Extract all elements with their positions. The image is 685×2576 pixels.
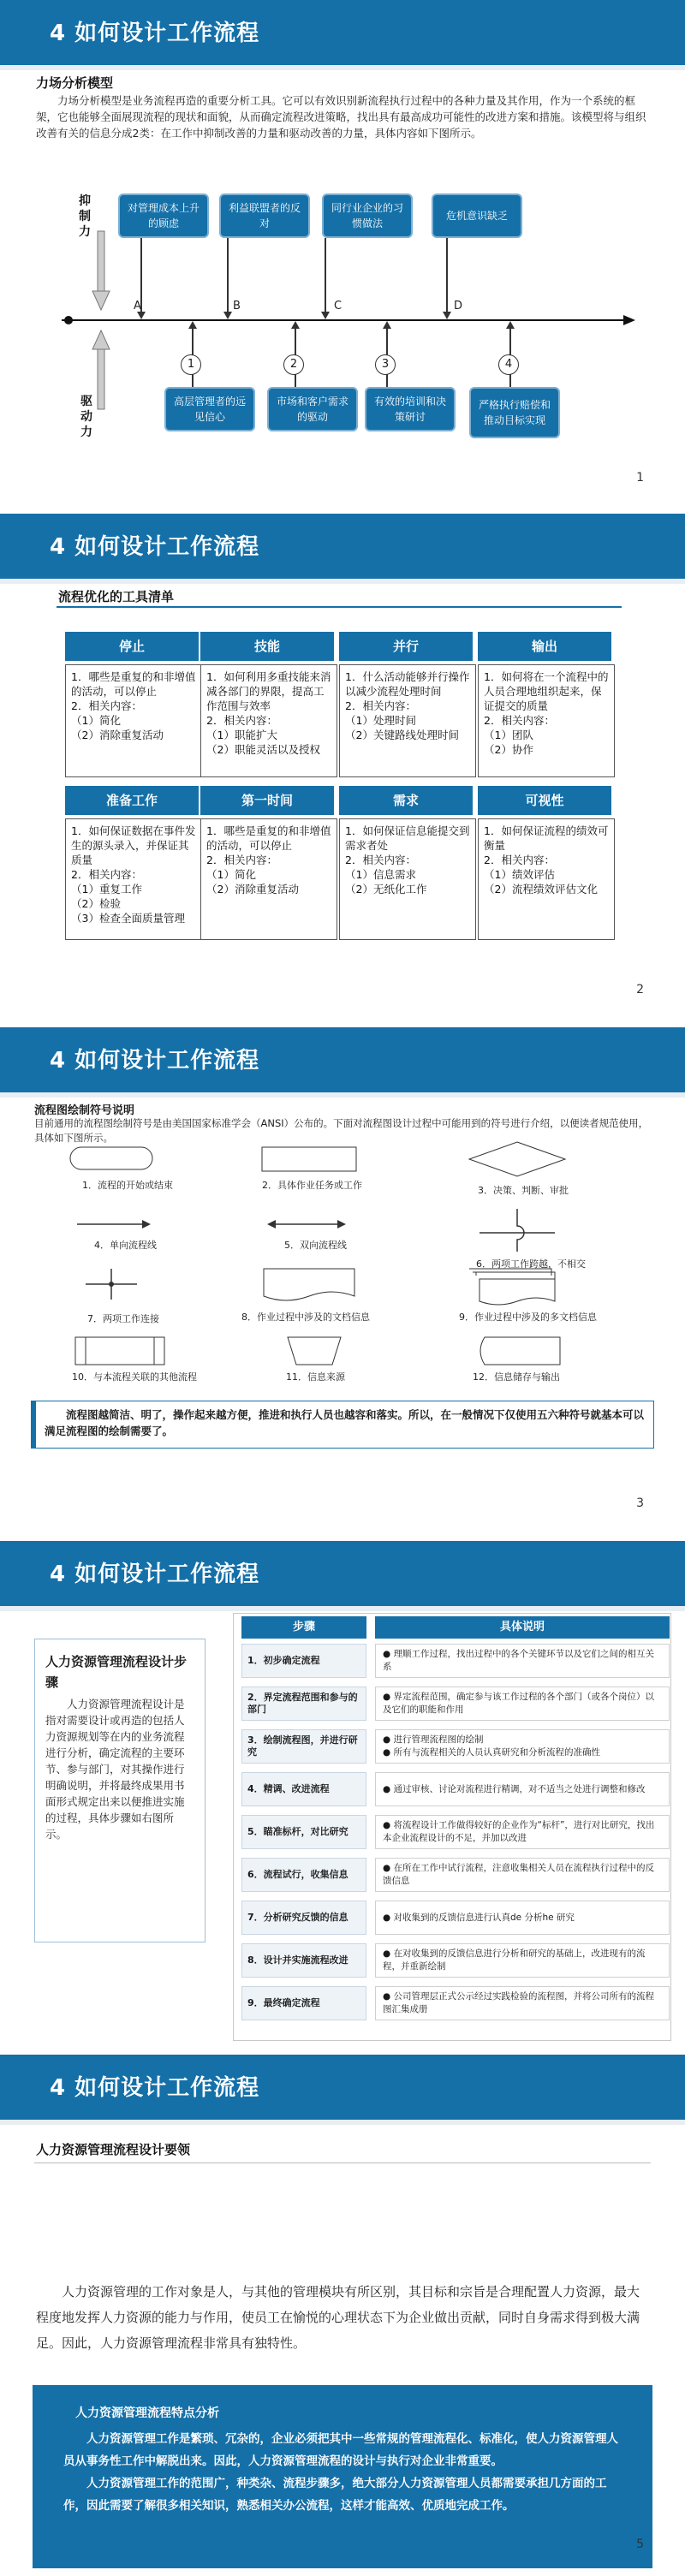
axis-letter: A — [134, 300, 141, 312]
restraining-force-label: 抑 制 力 — [79, 194, 91, 239]
step-name: 1．初步确定流程 — [241, 1644, 366, 1678]
slide-title: 4 如何设计工作流程 — [50, 1562, 260, 1587]
tool-head: 第一时间 — [200, 786, 334, 815]
symbol-label: 6．两项工作跨越，不相交 — [476, 1258, 586, 1270]
intro-card — [34, 1639, 206, 1942]
step-desc: ● 公司管理层正式公示经过实践检验的流程图，并将公司所有的流程图汇集成册 — [375, 1986, 670, 2020]
slide-banner — [0, 514, 685, 579]
feature-panel — [33, 2385, 652, 2568]
tool-head: 需求 — [339, 786, 473, 815]
tool-head: 并行 — [339, 632, 473, 661]
tool-body: 1．哪些是重复的和非增值的活动，可以停止 2．相关内容： （1）简化 （2）消除重复活动 — [200, 818, 337, 940]
number-circle: 2 — [283, 354, 304, 375]
slide-title: 4 如何设计工作流程 — [50, 534, 260, 560]
note-box — [31, 1401, 654, 1449]
number-circle: 3 — [375, 354, 396, 375]
axis-letter: B — [233, 300, 241, 312]
driving-force-label: 驱 动 力 — [80, 395, 92, 439]
symbol-label: 1．流程的开始或结束 — [82, 1180, 173, 1191]
page-number: 1 — [636, 471, 644, 485]
slide-title: 4 如何设计工作流程 — [50, 2075, 260, 2101]
card-title: 人力资源管理流程设计步骤 — [45, 1654, 188, 1690]
symbol-label: 10．与本流程关联的其他流程 — [72, 1371, 197, 1383]
restraining-force-box: 同行业企业的习惯做法 — [322, 193, 413, 238]
step-name: 4．精调、改进流程 — [241, 1772, 366, 1806]
section-title: 流程图绘制符号说明 — [34, 1104, 135, 1117]
step-name: 9．最终确定流程 — [241, 1986, 366, 2020]
step-desc: ● 界定流程范围，确定参与该工作过程的各个部门（或各个岗位）以及它们的职能和作用 — [375, 1687, 670, 1721]
page-number: 3 — [636, 1496, 644, 1510]
panel-paragraph: 人力资源管理工作是繁琐、冗杂的，企业必须把其中一些常规的管理流程化、标准化，使人力资源管理人员从事务性工作中解脱出来。因此，人力资源管理流程的设计与执行对企业非常重要。 — [63, 2432, 618, 2468]
flowchart-symbols — [0, 1027, 685, 1541]
column-header-step: 步骤 — [241, 1616, 366, 1639]
panel-title: 人力资源管理流程特点分析 — [75, 2406, 219, 2420]
section-title: 力场分析模型 — [36, 75, 114, 91]
slide-banner — [0, 1541, 685, 1606]
tool-body: 1．如何利用多重技能来消减各部门的界限，提高工作范围与效率 2．相关内容： （1）职能扩大 （2）职能灵活以及授权 — [200, 664, 337, 777]
slide-title: 4 如何设计工作流程 — [50, 21, 260, 46]
axis-letter: C — [334, 300, 342, 312]
slide-4 — [0, 1541, 685, 2055]
step-name: 2．界定流程范围和参与的部门 — [241, 1687, 366, 1721]
tool-body: 1．如何保证信息能提交到需求者处 2．相关内容： （1）信息需求 （2）无纸化工作 — [339, 818, 476, 940]
step-desc: ● 对收集到的反馈信息进行认真de 分析he 研究 — [375, 1901, 670, 1935]
card-text: 人力资源管理流程设计是指对需要设计或再造的包括人力资源规划等在内的业务流程进行分析，确定流程的主要环节、参与部门，对其操作进行明确说明，并将最终成果用书面形式规定出来以便推进实施的过程，具体步骤如右图所示。 — [45, 1698, 185, 1841]
tool-body: 1．如何将在一个流程中的人员合理地组织起来，保证提交的质量 2．相关内容： （1）团队 （2）协作 — [478, 664, 615, 777]
tool-head: 可视性 — [478, 786, 611, 815]
restraining-force-box: 利益联盟者的反对 — [219, 193, 310, 238]
slide-3 — [0, 1027, 685, 1542]
section-title: 流程优化的工具清单 — [58, 589, 175, 604]
column-header-desc: 具体说明 — [375, 1616, 670, 1639]
tool-head: 技能 — [200, 632, 334, 661]
tool-head: 停止 — [65, 632, 199, 661]
driving-force-box: 高层管理者的远见信心 — [164, 387, 255, 431]
panel-paragraph: 人力资源管理工作的范围广，种类杂、流程步骤多，绝大部分人力资源管理人员都需要承担几方面的工作，因此需要了解很多相关知识，熟悉相关办公流程，这样才能高效、优质地完成工作。 — [63, 2477, 607, 2513]
tool-body: 1．什么活动能够并行操作以减少流程处理时间 2．相关内容： （1）处理时间 （2）关键路线处理时间 — [339, 664, 476, 777]
symbol-label: 5．双向流程线 — [284, 1240, 347, 1251]
number-circle: 1 — [181, 354, 201, 375]
step-desc: ● 理顺工作过程，找出过程中的各个关键环节以及它们之间的相互关系 — [375, 1644, 670, 1678]
symbol-label: 2．具体作业任务或工作 — [262, 1180, 362, 1191]
section-paragraph: 人力资源管理的工作对象是人，与其他的管理模块有所区别，其目标和宗旨是合理配置人力资源，最大程度地发挥人力资源的能力与作用，使员工在愉悦的心理状态下为企业做出贡献，同时自身需求得到极大满足。因此，人力资源管理流程非常具有独特性。 — [36, 2284, 640, 2351]
step-desc: ● 进行管理流程图的绘制 ● 所有与流程相关的人员认真研究和分析流程的准确性 — [375, 1729, 670, 1764]
restraining-force-box: 对管理成本上升的顾虑 — [118, 193, 209, 238]
step-name: 5．瞄准标杆，对比研究 — [241, 1815, 366, 1849]
step-desc: ● 通过审核、讨论对流程进行精调，对不适当之处进行调整和修改 — [375, 1772, 670, 1806]
slide-title: 4 如何设计工作流程 — [50, 1048, 260, 1074]
symbol-label: 8．作业过程中涉及的文档信息 — [241, 1312, 370, 1323]
symbol-label: 12．信息储存与输出 — [473, 1371, 560, 1383]
note-text: 流程图越简洁、明了，操作起来越方便，推进和执行人员也越容和落实。所以，在一般情况下仅使用五六种符号就基本可以满足流程图的绘制需要了。 — [45, 1408, 645, 1437]
symbol-label: 4．单向流程线 — [94, 1240, 157, 1251]
step-name: 3．绘制流程图，并进行研究 — [241, 1729, 366, 1764]
symbol-label: 7．两项工作连接 — [87, 1313, 159, 1324]
axis-letter: D — [454, 300, 463, 312]
step-name: 6．流程试行，收集信息 — [241, 1858, 366, 1892]
driving-force-box: 有效的培训和决策研讨 — [365, 387, 456, 431]
page-number: 5 — [636, 2537, 644, 2551]
section-intro: 目前通用的流程图绘制符号是由美国国家标准学会（ANSI）公布的。下面对流程图设计过程中可能用到的符号进行介绍，以便读者规范使用，具体如下图所示。 — [34, 1117, 649, 1144]
slide-5 — [0, 2055, 685, 2576]
slide-2 — [0, 514, 685, 1028]
tool-head: 准备工作 — [65, 786, 199, 815]
driving-force-box: 严格执行赔偿和推动目标实现 — [469, 387, 560, 438]
symbol-label: 3．决策、判断、审批 — [478, 1185, 569, 1196]
slide-1 — [0, 0, 685, 515]
tool-body: 1．如何保证数据在事件发生的源头录入，并保证其质量 2．相关内容： （1）重复工作 （2）检验 （3）检查全面质量管理 — [65, 818, 202, 940]
force-field-diagram — [0, 0, 685, 514]
step-name: 7．分析研究反馈的信息 — [241, 1901, 366, 1935]
section-paragraph: 力场分析模型是业务流程再造的重要分析工具。它可以有效识别新流程执行过程中的各种力量及其作用，作为一个系统的框架，它也能够全面展现流程的现状和面貌，从而确定流程改进策略，找出具有最高成功可能性的改进方案和措施。该模型将与组织改善有关的信息分成2类：在工作中抑制改善的力量和驱动改善的力量，具体内容如下图所示。 — [36, 94, 646, 140]
page-number: 2 — [636, 983, 644, 996]
section-underline — [57, 606, 622, 608]
step-desc: ● 在对收集到的反馈信息进行分析和研究的基础上，改进现有的流程，并重新绘制 — [375, 1943, 670, 1978]
section-title: 人力资源管理流程设计要领 — [36, 2142, 191, 2157]
step-desc: ● 将流程设计工作做得较好的企业作为“标杆”，进行对比研究，找出本企业流程设计的不足，并加以改进 — [375, 1815, 670, 1849]
driving-force-box: 市场和客户需求的驱动 — [267, 387, 358, 431]
number-circle: 4 — [498, 354, 519, 375]
restraining-force-box: 危机意识缺乏 — [432, 193, 522, 238]
step-name: 8．设计并实施流程改进 — [241, 1943, 366, 1978]
tool-body: 1．如何保证流程的绩效可衡量 2．相关内容： （1）绩效评估 （2）流程绩效评估文化 — [478, 818, 615, 940]
tool-body: 1．哪些是重复的和非增值的活动，可以停止 2．相关内容： （1）简化 （2）消除重复活动 — [65, 664, 202, 777]
step-desc: ● 在所在工作中试行流程，注意收集相关人员在流程执行过程中的反馈信息 — [375, 1858, 670, 1892]
symbol-label: 11．信息来源 — [286, 1371, 345, 1383]
slide-banner — [0, 2055, 685, 2120]
symbol-label: 9．作业过程中涉及的多文档信息 — [459, 1312, 597, 1323]
tool-head: 输出 — [478, 632, 611, 661]
